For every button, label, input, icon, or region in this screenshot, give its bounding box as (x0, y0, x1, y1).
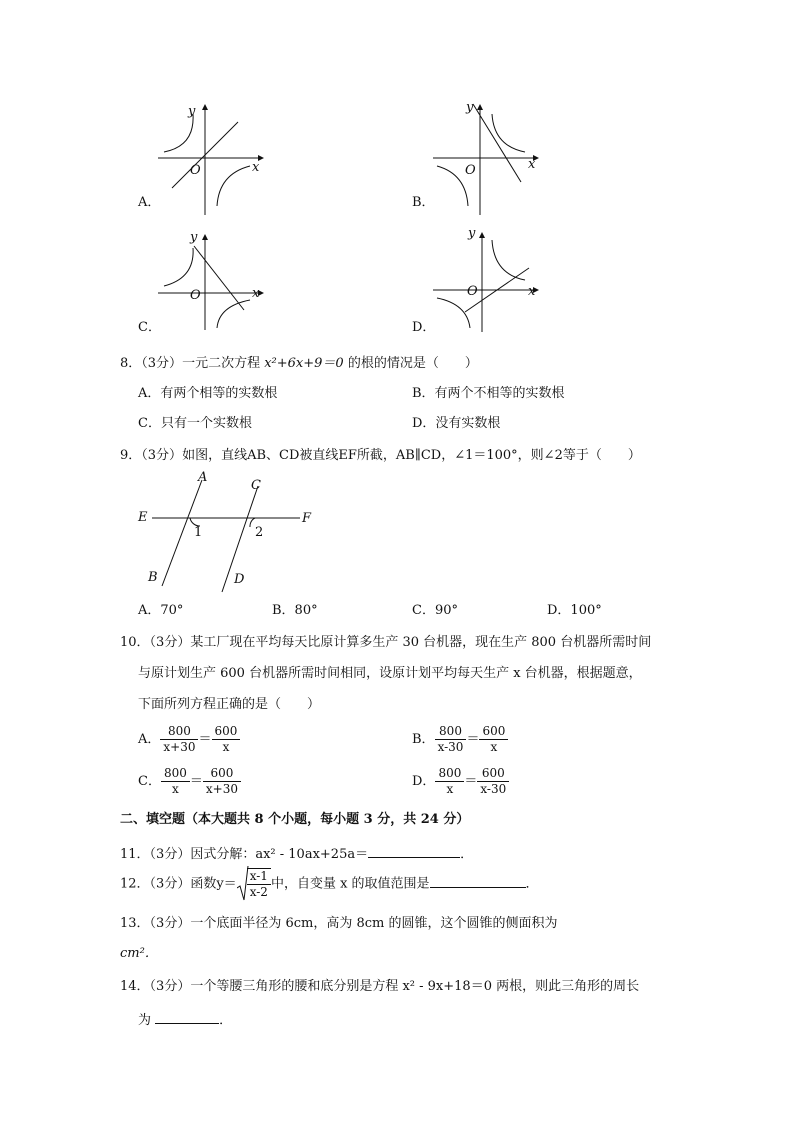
q9-option-b: B．80° (272, 603, 318, 618)
graph-c-origin: O (190, 288, 201, 303)
graph-a-label: A． (138, 195, 161, 210)
q9-option-d: D．100° (547, 603, 602, 618)
graph-d-x: x (528, 284, 536, 299)
q9-text: 如图，直线AB、CD被直线EF所截，AB∥CD，∠1＝100°，则∠2等于（ ） (182, 448, 641, 463)
q12-numerator: x-1 (247, 869, 271, 885)
q14-line2-wrap (138, 1011, 232, 1029)
q13 (120, 916, 557, 932)
q12-denominator: x-2 (249, 885, 268, 899)
graph-c-x: x (252, 286, 260, 301)
q9-angle-2: 2 (255, 525, 264, 540)
q8-option-d: D．没有实数根 (412, 416, 501, 431)
q10-a-label: A． (138, 732, 161, 747)
q10-score: （3分） (149, 635, 191, 650)
q8-option-a: A．有两个相等的实数根 (138, 386, 278, 401)
q10-c-den2: x+30 (205, 782, 238, 796)
q12-radical-sign (237, 866, 249, 902)
q9-point-e: E (138, 510, 148, 525)
q10-option-a (138, 724, 240, 755)
q10-option-c (138, 766, 241, 797)
q10-option-b (412, 724, 508, 755)
q9-point-c: C (251, 478, 261, 493)
q14-end: ． (219, 1013, 233, 1028)
q10-a-frac1 (160, 724, 198, 755)
q10-d-eq: ＝ (464, 774, 478, 789)
graph-d-y: y (468, 226, 476, 241)
q9-point-a: A (198, 470, 208, 485)
q10-c-frac2 (203, 766, 241, 797)
q11-number: 11． (120, 847, 150, 862)
q9-figure (130, 470, 330, 598)
graph-b-label: B． (412, 195, 435, 210)
q14-line2-pre: 为 (138, 1013, 152, 1028)
q9-point-b: B (148, 570, 158, 585)
q9-stem (120, 448, 641, 464)
q13-score: （3分） (149, 916, 191, 931)
q10-b-den2: x (490, 740, 498, 754)
q9-point-d: D (234, 572, 245, 587)
q8-score: （3分） (141, 356, 183, 371)
q8-equation: x²+6x+9＝0 (264, 356, 344, 371)
q10-d-num1: 800 (435, 766, 464, 782)
q10-option-d (412, 766, 509, 797)
graph-a-y: y (188, 104, 196, 119)
graph-a (150, 100, 270, 218)
q10-number: 10． (120, 635, 150, 650)
q9-angle-1: 1 (194, 525, 203, 540)
q10-stem-line1 (120, 635, 651, 651)
graph-a-x: x (252, 160, 260, 175)
q10-c-num1: 800 (161, 766, 190, 782)
q10-b-num1: 800 (435, 724, 467, 740)
q12 (120, 868, 539, 900)
q12-frac (247, 868, 271, 900)
graph-b-x: x (528, 157, 536, 172)
q10-c-label: C． (138, 774, 161, 789)
section-2-title: 二、填空题（本大题共 8 个小题，每小题 3 分，共 24 分） (120, 812, 470, 827)
q13-line1: 一个底面半径为 6cm，高为 8cm 的圆锥，这个圆锥的侧面积为 (190, 916, 558, 931)
q10-a-den2: x (222, 740, 230, 754)
graph-b (425, 100, 545, 218)
graph-b-origin: O (465, 163, 476, 178)
q8-number: 8． (120, 356, 142, 371)
q10-b-num2: 600 (479, 724, 508, 740)
graph-c-label: C． (138, 320, 161, 335)
graph-d-label: D． (412, 320, 436, 335)
q10-line1: 某工厂现在平均每天比原计算多生产 30 台机器，现在生产 800 台机器所需时间 (190, 635, 652, 650)
q10-line3: 下面所列方程正确的是（ ） (138, 697, 321, 712)
q10-b-eq: ＝ (466, 732, 480, 747)
q10-d-num2: 600 (477, 766, 509, 782)
q10-a-frac2 (212, 724, 241, 755)
q12-score: （3分） (149, 876, 191, 892)
q9-option-a: A．70° (138, 603, 184, 618)
graph-c (150, 228, 270, 336)
q10-c-num2: 600 (203, 766, 241, 782)
q14-score: （3分） (149, 979, 191, 994)
q11-text: 因式分解：ax² - 10ax+25a＝ (190, 847, 369, 862)
q10-a-den1: x+30 (163, 740, 196, 754)
q9-score: （3分） (141, 448, 183, 463)
q8-option-b: B．有两个不相等的实数根 (412, 386, 565, 401)
q10-a-num2: 600 (212, 724, 241, 740)
graph-b-y: y (466, 100, 474, 115)
q9-number: 9． (120, 448, 142, 463)
q10-d-frac2 (477, 766, 509, 797)
q10-b-frac2 (479, 724, 508, 755)
q14-line1: 一个等腰三角形的腰和底分别是方程 x² - 9x+18＝0 两根，则此三角形的周长 (190, 979, 640, 994)
q8-text-pre: 一元二次方程 (182, 356, 265, 371)
q10-d-den2: x-30 (480, 782, 507, 796)
q10-a-eq: ＝ (198, 732, 212, 747)
q12-answer-blank[interactable] (430, 875, 526, 888)
q10-c-frac1 (161, 766, 190, 797)
q11-score: （3分） (149, 847, 191, 862)
q10-c-den1: x (172, 782, 179, 796)
q10-line2: 与原计划生产 600 台机器所需时间相同，设原计划平均每天生产 x 台机器，根据题意， (138, 666, 642, 681)
q12-end: ． (525, 876, 539, 892)
q8-stem (120, 356, 478, 372)
q10-d-label: D． (412, 774, 436, 789)
q11-answer-blank[interactable] (368, 845, 460, 858)
graph-a-origin: O (190, 163, 201, 178)
q11 (120, 845, 473, 863)
q10-b-den1: x-30 (437, 740, 464, 754)
q13-number: 13． (120, 916, 150, 931)
q14-number: 14． (120, 979, 150, 994)
q10-d-frac1 (435, 766, 464, 797)
graph-d (425, 228, 545, 336)
q11-end: ． (460, 847, 474, 862)
q10-d-den1: x (446, 782, 454, 796)
q10-b-label: B． (412, 732, 435, 747)
q10-c-eq: ＝ (189, 774, 203, 789)
q10-b-frac1 (435, 724, 467, 755)
q12-pre: 函数y＝ (190, 876, 237, 892)
q13-line2: cm²． (120, 946, 158, 961)
q10-a-num1: 800 (160, 724, 198, 740)
q9-point-f: F (302, 511, 312, 526)
q12-post: 中，自变量 x 的取值范围是 (270, 876, 430, 892)
q8-option-c: C．只有一个实数根 (138, 416, 252, 431)
q8-text-post: 的根的情况是（ ） (343, 356, 478, 371)
graph-d-origin: O (467, 284, 478, 299)
q14 (120, 979, 639, 995)
graph-c-y: y (190, 230, 198, 245)
q12-number: 12． (120, 876, 150, 892)
q12-radical (237, 868, 271, 900)
q14-answer-blank[interactable] (155, 1011, 219, 1024)
q9-option-c: C．90° (412, 603, 458, 618)
